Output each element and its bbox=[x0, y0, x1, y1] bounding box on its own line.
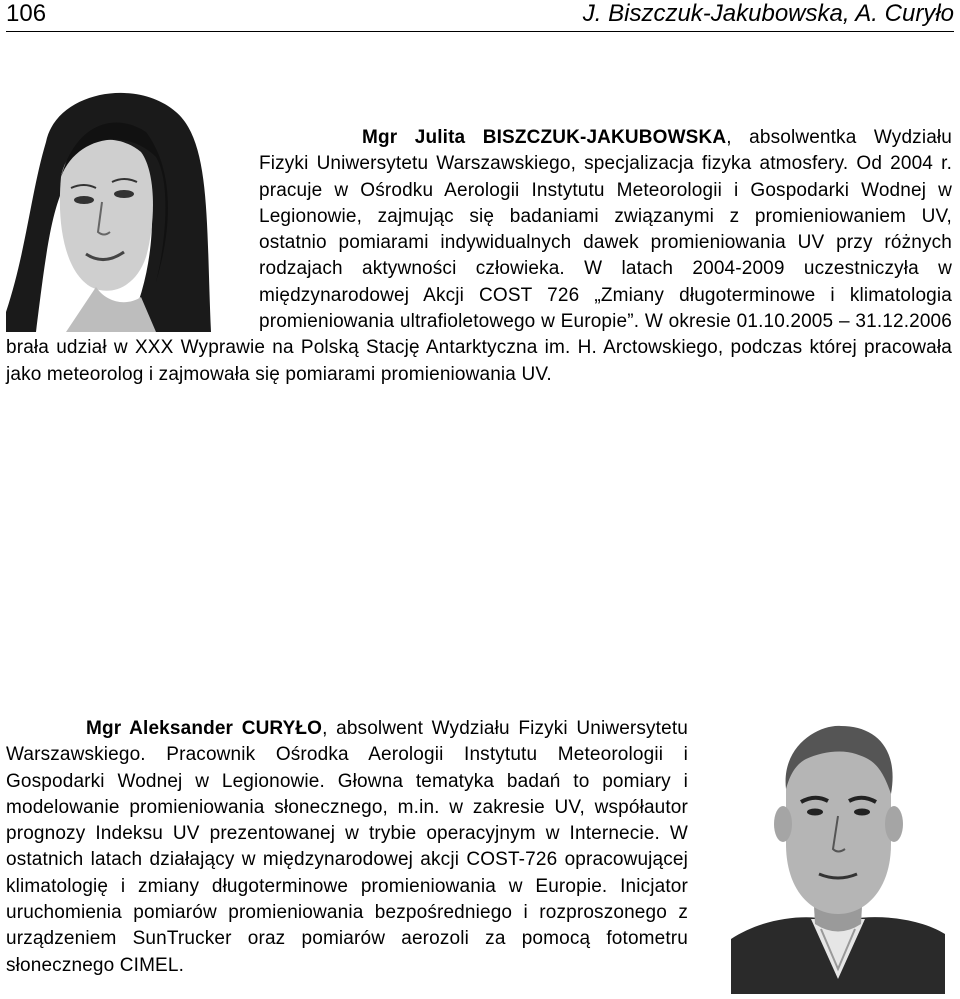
page-number: 106 bbox=[6, 0, 47, 27]
page-header bbox=[0, 0, 960, 32]
author-bio-biszczuk-jakubowska bbox=[6, 125, 952, 388]
author-photo-curylo bbox=[731, 704, 945, 994]
author-bio-curylo bbox=[6, 716, 688, 979]
bio-text: , absolwent Wydziału Fizyki Uniwersytetu Warszawskiego. Pracownik Ośrodka Aerologii Instytutu Meteorologii i Gospodarki Wodnej w Legionowie. Głowna tematyka badań to pomiary i modelowanie promieniowania słonecznego, m.in. w zakresie UV, współautor prognozy Indeksu UV prezentowanej w trybie operacyjnym w Internecie. W ostatnich latach działający w międzynarodowej akcji COST-726 opracowującej klimatologię i zmiany długoterminowe promieniowania w Europie. Inicjator uruchomienia pomiarów promieniowania bezpośredniego i rozproszonego z urządzeniem SunTrucker oraz pomiarów aerozoli za pomocą fotometru słonecznego CIMEL. bbox=[6, 718, 688, 976]
bio-text: , absolwentka Wydziału Fizyki Uniwersytetu Warszawskiego, specjalizacja fizyka atmosfery. Od 2004 r. pracuje w Ośrodku Aerologii Instytutu Meteorologii i Gospodarki Wodnej w Legionowie, zajmując się badaniami związanymi z promieniowaniem UV, ostatnio pomiarami indywidualnych dawek promieniowania UV przy różnych rodzajach aktywności człowieka. W latach 2004-2009 uczestniczyła w międzynarodowej Akcji COST 726 „Zmiany długoterminowe i klimatologia promieniowania ultrafioletowego w Europie”. W okresie 01.10.2005 – 31.12.2006 brała udział w XXX Wyprawie na Polską Stację Antarktyczna im. H. Arctowskiego, podczas której pracowała jako meteorolog i zajmowała się pomiarami promieniowania UV. bbox=[6, 127, 952, 385]
portrait-man-icon bbox=[731, 704, 945, 994]
author-name: Mgr Aleksander CURYŁO bbox=[86, 718, 323, 739]
running-head: J. Biszczuk-Jakubowska, A. Curyło bbox=[582, 0, 954, 27]
author-name: Mgr Julita BISZCZUK-JAKUBOWSKA bbox=[362, 127, 727, 148]
header-rule bbox=[6, 31, 954, 32]
photo-spacer bbox=[6, 125, 229, 335]
